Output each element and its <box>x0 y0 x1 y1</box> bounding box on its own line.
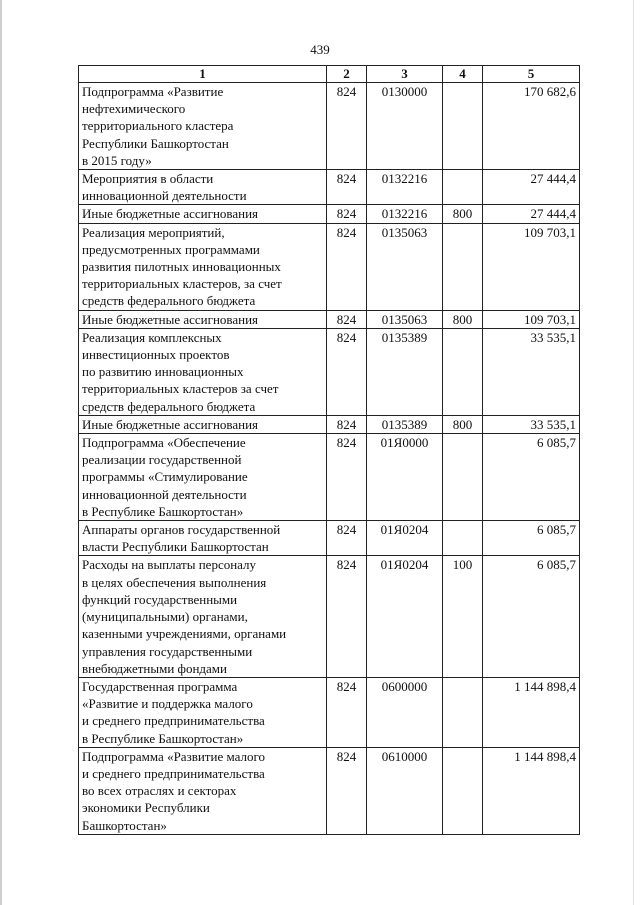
table-row <box>79 434 580 521</box>
row-amount: 27 444,4 <box>483 170 580 205</box>
row-target-code: 01Я0204 <box>367 521 443 556</box>
row-expense-type: 800 <box>443 415 483 433</box>
row-expense-type: 800 <box>443 205 483 223</box>
row-expense-type <box>443 223 483 310</box>
row-name: Аппараты органов государственной власти Республики Башкортостан <box>79 521 327 556</box>
row-name: Мероприятия в области инновационной деятельности <box>79 170 327 205</box>
scan-edge-left <box>0 0 2 905</box>
row-name: Реализация мероприятий, предусмотренных программами развития пилотных инновационных территориальных кластеров, за счет средств федерального бюджета <box>79 223 327 310</box>
row-target-code: 0600000 <box>367 677 443 747</box>
row-name: Подпрограмма «Развитие нефтехимического территориального кластера Республики Башкортостан в 2015 году» <box>79 83 327 170</box>
scan-edge-right <box>633 0 634 905</box>
row-amount: 1 144 898,4 <box>483 677 580 747</box>
row-name: Государственная программа «Развитие и поддержка малого и среднего предпринимательства в Республике Башкортостан» <box>79 677 327 747</box>
row-name: Иные бюджетные ассигнования <box>79 205 327 223</box>
row-ved-code: 824 <box>327 677 367 747</box>
row-target-code: 0132216 <box>367 170 443 205</box>
row-name: Реализация комплексных инвестиционных проектов по развитию инновационных территориальных кластеров за счет средств федерального бюджета <box>79 328 327 415</box>
table-row <box>79 310 580 328</box>
row-amount: 33 535,1 <box>483 328 580 415</box>
row-expense-type <box>443 747 483 834</box>
row-expense-type <box>443 677 483 747</box>
table-row <box>79 677 580 747</box>
row-name: Иные бюджетные ассигнования <box>79 415 327 433</box>
row-amount: 33 535,1 <box>483 415 580 433</box>
row-amount: 109 703,1 <box>483 310 580 328</box>
row-amount: 6 085,7 <box>483 556 580 677</box>
row-target-code: 0135389 <box>367 328 443 415</box>
row-target-code: 0135063 <box>367 223 443 310</box>
table-row <box>79 415 580 433</box>
table-row <box>79 223 580 310</box>
row-expense-type <box>443 328 483 415</box>
row-target-code: 0610000 <box>367 747 443 834</box>
page-number: 439 <box>310 42 330 57</box>
row-target-code: 0130000 <box>367 83 443 170</box>
row-name: Иные бюджетные ассигнования <box>79 310 327 328</box>
row-name: Подпрограмма «Обеспечение реализации государственной программы «Стимулирование инновационной деятельности в Республике Башкортостан» <box>79 434 327 521</box>
header-col-4: 4 <box>443 66 483 83</box>
row-ved-code: 824 <box>327 170 367 205</box>
table-row <box>79 521 580 556</box>
table-row <box>79 205 580 223</box>
row-amount: 6 085,7 <box>483 434 580 521</box>
row-expense-type <box>443 434 483 521</box>
row-ved-code: 824 <box>327 205 367 223</box>
row-target-code: 0135063 <box>367 310 443 328</box>
row-amount: 6 085,7 <box>483 521 580 556</box>
table-row <box>79 556 580 677</box>
row-expense-type <box>443 83 483 170</box>
table-row <box>79 328 580 415</box>
row-name: Расходы на выплаты персоналу в целях обеспечения выполнения функций государственными (муниципальными) органами, казенными учреждениями, органами управления государственными внебюджетными фондами <box>79 556 327 677</box>
table-row <box>79 170 580 205</box>
header-row <box>79 66 580 83</box>
row-ved-code: 824 <box>327 521 367 556</box>
row-target-code: 01Я0204 <box>367 556 443 677</box>
row-expense-type: 800 <box>443 310 483 328</box>
row-ved-code: 824 <box>327 83 367 170</box>
row-ved-code: 824 <box>327 556 367 677</box>
header-col-1: 1 <box>79 66 327 83</box>
row-target-code: 01Я0000 <box>367 434 443 521</box>
row-ved-code: 824 <box>327 310 367 328</box>
row-amount: 27 444,4 <box>483 205 580 223</box>
row-amount: 170 682,6 <box>483 83 580 170</box>
row-ved-code: 824 <box>327 434 367 521</box>
row-ved-code: 824 <box>327 223 367 310</box>
row-name: Подпрограмма «Развитие малого и среднего предпринимательства во всех отраслях и секторах экономики Республики Башкортостан» <box>79 747 327 834</box>
table-row <box>79 747 580 834</box>
table-body <box>79 83 580 835</box>
row-target-code: 0135389 <box>367 415 443 433</box>
header-col-2: 2 <box>327 66 367 83</box>
table-row <box>79 83 580 170</box>
budget-table <box>78 65 580 835</box>
row-target-code: 0132216 <box>367 205 443 223</box>
row-ved-code: 824 <box>327 747 367 834</box>
row-expense-type <box>443 170 483 205</box>
header-col-5: 5 <box>483 66 580 83</box>
row-amount: 1 144 898,4 <box>483 747 580 834</box>
row-ved-code: 824 <box>327 328 367 415</box>
row-expense-type: 100 <box>443 556 483 677</box>
row-ved-code: 824 <box>327 415 367 433</box>
row-amount: 109 703,1 <box>483 223 580 310</box>
row-expense-type <box>443 521 483 556</box>
header-col-3: 3 <box>367 66 443 83</box>
